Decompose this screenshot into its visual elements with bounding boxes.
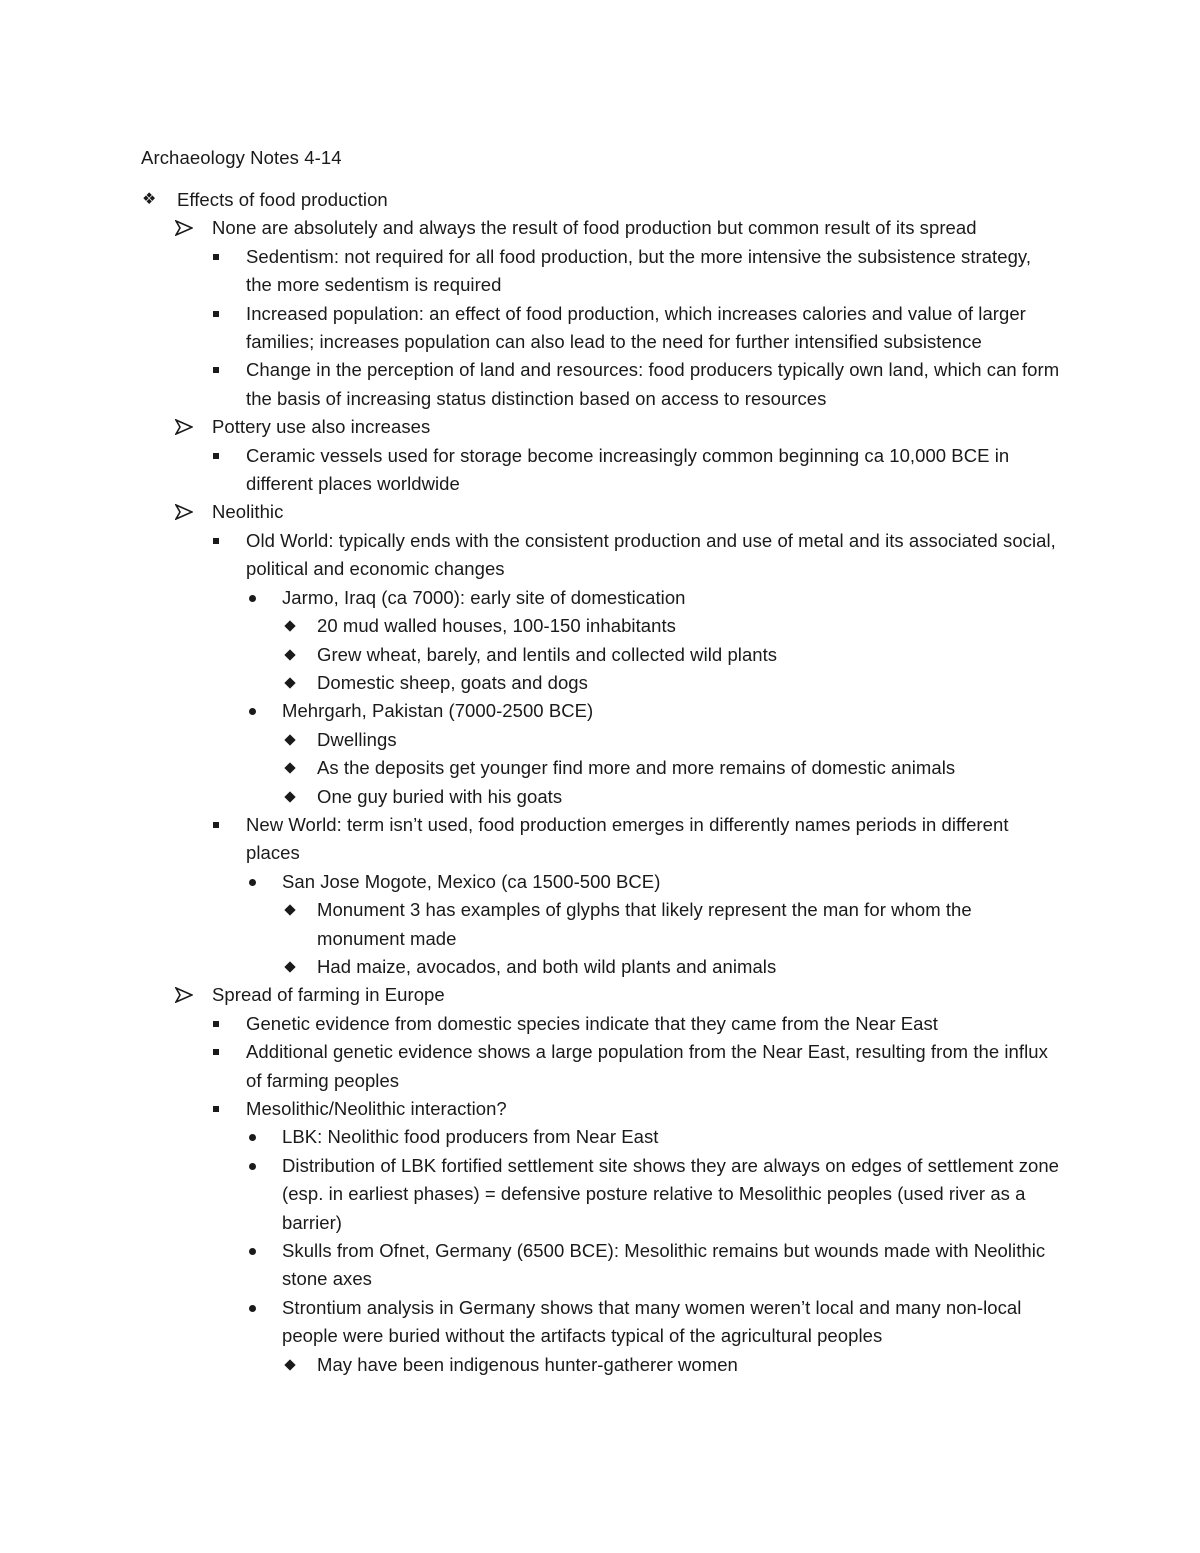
outline-item-level-4 — [141, 1294, 1061, 1351]
outline-item-text: None are absolutely and always the result of food production but common result of its spread — [212, 217, 977, 239]
round-bullet-icon — [247, 584, 282, 612]
outline-item-text: Grew wheat, barely, and lentils and collected wild plants — [317, 643, 778, 665]
round-bullet-icon — [247, 1152, 282, 1180]
outline-item-level-5 — [141, 669, 1061, 697]
outline-item-text: May have been indigenous hunter-gatherer women — [317, 1353, 738, 1375]
diamond-bullet-icon — [282, 726, 317, 754]
square-bullet-icon — [211, 1038, 246, 1066]
square-bullet-icon — [211, 300, 246, 328]
diamond-bullet-icon — [282, 641, 317, 669]
outline-item-level-3 — [141, 1010, 1061, 1038]
outline-item-level-2 — [141, 413, 1061, 441]
outline-item-text: New World: term isn’t used, food production emerges in differently names periods in different places — [246, 813, 1009, 864]
square-bullet-icon — [211, 811, 246, 839]
outline-item-level-1 — [141, 186, 1061, 214]
round-bullet-icon — [247, 1237, 282, 1265]
diamond-bullet-icon — [282, 783, 317, 811]
diamond-bullet-icon — [282, 669, 317, 697]
square-bullet-icon — [211, 442, 246, 470]
square-bullet-icon — [211, 1095, 246, 1123]
outline-item-level-5 — [141, 783, 1061, 811]
square-bullet-icon — [211, 1010, 246, 1038]
outline-item-level-3 — [141, 442, 1061, 499]
square-bullet-icon — [211, 527, 246, 555]
outline-item-level-4 — [141, 1152, 1061, 1237]
notes-outline — [141, 186, 1061, 1379]
outline-item-level-4 — [141, 584, 1061, 612]
outline-item-level-2 — [141, 981, 1061, 1009]
diamond-bullet-icon — [282, 953, 317, 981]
outline-item-text: Distribution of LBK fortified settlement site shows they are always on edges of settlement zone (esp. in earliest phases) = defensive posture relative to Mesolithic peoples (used river as a barrier) — [282, 1154, 1060, 1233]
outline-item-level-3 — [141, 1095, 1061, 1123]
diamond-bullet-icon — [282, 1351, 317, 1379]
round-bullet-icon — [247, 868, 282, 896]
outline-item-level-5 — [141, 612, 1061, 640]
outline-item-level-5 — [141, 1351, 1061, 1379]
outline-item-level-4 — [141, 868, 1061, 896]
round-bullet-icon — [247, 1123, 282, 1151]
outline-item-text: Monument 3 has examples of glyphs that likely represent the man for whom the monument made — [317, 899, 972, 949]
outline-item-level-3 — [141, 300, 1061, 357]
outline-item-text: Ceramic vessels used for storage become increasingly common beginning ca 10,000 BCE in different places worldwide — [246, 444, 1010, 495]
outline-item-level-3 — [141, 356, 1061, 413]
outline-item-text: Pottery use also increases — [212, 416, 431, 438]
outline-item-level-3 — [141, 527, 1061, 584]
outline-item-text: Effects of food production — [177, 189, 388, 210]
outline-item-text: Skulls from Ofnet, Germany (6500 BCE): Mesolithic remains but wounds made with Neolithic stone axes — [282, 1240, 1046, 1290]
outline-item-text: Genetic evidence from domestic species indicate that they came from the Near East — [246, 1012, 938, 1034]
outline-item-level-4 — [141, 697, 1061, 725]
outline-item-level-3 — [141, 1038, 1061, 1095]
outline-item-level-5 — [141, 754, 1061, 782]
diamond-bullet-icon — [282, 896, 317, 924]
diamond-bullet-icon — [282, 754, 317, 782]
outline-item-text: 20 mud walled houses, 100-150 inhabitants — [317, 615, 676, 637]
outline-item-text: Sedentism: not required for all food production, but the more intensive the subsistence strategy, the more sedentism is required — [246, 245, 1032, 296]
outline-item-level-5 — [141, 896, 1061, 953]
outline-item-text: Mesolithic/Neolithic interaction? — [246, 1098, 507, 1119]
outline-item-text: Dwellings — [317, 728, 397, 750]
outline-item-level-3 — [141, 811, 1061, 868]
round-bullet-icon — [247, 1294, 282, 1322]
outline-item-text: Increased population: an effect of food production, which increases calories and value of larger families; increases population can also lead to the need for further intensified subsistence — [246, 302, 1026, 353]
outline-item-text: Old World: typically ends with the consistent production and use of metal and its associated social, political and economic changes — [246, 529, 1056, 580]
outline-item-level-4 — [141, 1237, 1061, 1294]
outline-item-level-3 — [141, 243, 1061, 300]
outline-item-text: One guy buried with his goats — [317, 785, 563, 807]
arrowhead-icon — [175, 413, 212, 441]
outline-item-text: LBK: Neolithic food producers from Near East — [282, 1126, 659, 1148]
outline-item-text: Mehrgarh, Pakistan (7000-2500 BCE) — [282, 700, 594, 722]
outline-item-text: As the deposits get younger find more and more remains of domestic animals — [317, 757, 956, 779]
clover-icon: ❖ — [142, 191, 157, 208]
square-bullet-icon — [211, 356, 246, 384]
round-bullet-icon — [247, 697, 282, 725]
outline-item-text: Strontium analysis in Germany shows that many women weren’t local and many non-local people were buried without the artifacts typical of the agricultural peoples — [282, 1296, 1022, 1347]
outline-item-level-2 — [141, 214, 1061, 242]
outline-item-text: Spread of farming in Europe — [212, 984, 445, 1006]
arrowhead-icon — [175, 498, 212, 526]
outline-item-level-2 — [141, 498, 1061, 526]
arrowhead-icon — [175, 981, 212, 1009]
outline-item-level-5 — [141, 953, 1061, 981]
outline-item-text: Had maize, avocados, and both wild plants and animals — [317, 955, 777, 977]
outline-item-level-5 — [141, 726, 1061, 754]
outline-item-text: Domestic sheep, goats and dogs — [317, 671, 588, 693]
outline-item-text: Neolithic — [212, 501, 284, 523]
outline-item-level-5 — [141, 641, 1061, 669]
square-bullet-icon — [211, 243, 246, 271]
outline-item-text: Change in the perception of land and resources: food producers typically own land, which can form the basis of increasing status distinction based on access to resources — [246, 359, 1060, 409]
diamond-bullet-icon — [282, 612, 317, 640]
document-title: Archaeology Notes 4-14 — [141, 147, 342, 168]
outline-item-text: Additional genetic evidence shows a large population from the Near East, resulting from the influx of farming peoples — [246, 1041, 1048, 1091]
arrowhead-icon — [175, 214, 212, 242]
outline-item-text: San Jose Mogote, Mexico (ca 1500-500 BCE) — [282, 870, 661, 892]
outline-item-text: Jarmo, Iraq (ca 7000): early site of domestication — [282, 586, 686, 608]
outline-item-level-4 — [141, 1123, 1061, 1151]
